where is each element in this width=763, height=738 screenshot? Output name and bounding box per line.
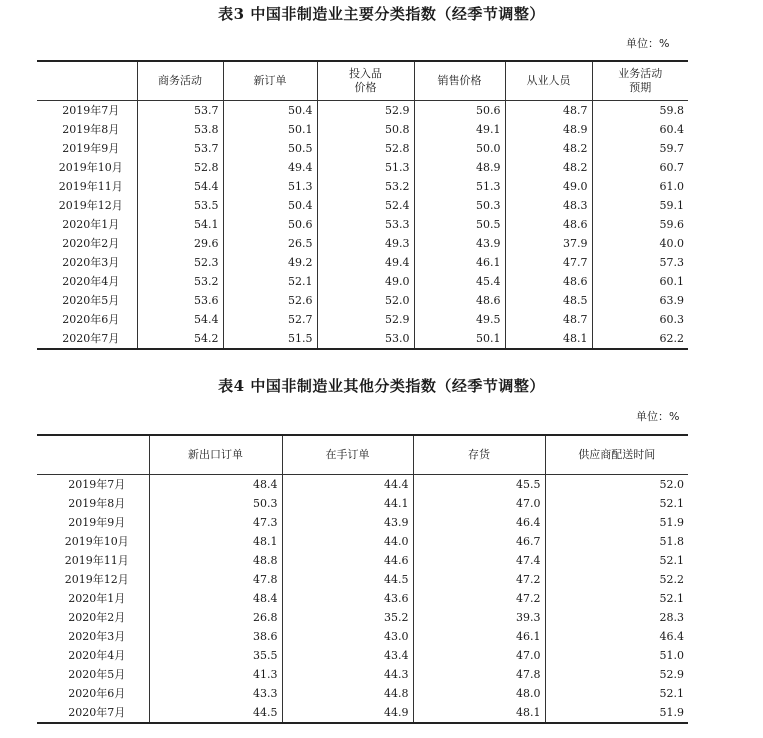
value-cell: 57.3: [592, 253, 688, 272]
table4-header: 在手订单: [282, 435, 413, 475]
period-cell: 2020年2月: [62, 237, 120, 250]
table-row: [37, 101, 688, 121]
table-row: [37, 665, 688, 684]
period-cell: 2020年2月: [68, 611, 126, 624]
value-cell: 49.0: [317, 272, 414, 291]
value-cell: 39.3: [413, 608, 545, 627]
table3-title: 表3 中国非制造业主要分类指数（经季节调整）: [218, 5, 545, 23]
period-cell: 2019年8月: [62, 123, 120, 136]
value-cell: 48.1: [149, 532, 282, 551]
table-row: [37, 532, 688, 551]
value-cell: 54.4: [137, 177, 223, 196]
table-row: [37, 608, 688, 627]
table3-header: 商务活动: [137, 61, 223, 101]
period-cell: 2019年11月: [58, 180, 123, 193]
value-cell: 60.3: [592, 310, 688, 329]
value-cell: 47.3: [149, 513, 282, 532]
value-cell: 51.9: [545, 703, 688, 723]
table3-header: [37, 61, 137, 101]
table-row: [37, 684, 688, 703]
table-row: [37, 310, 688, 329]
period-cell: 2019年9月: [68, 516, 126, 529]
period-cell: 2020年3月: [68, 630, 126, 643]
table3-header: 投入品 价格: [317, 61, 414, 101]
value-cell: 51.3: [414, 177, 505, 196]
table-row: [37, 158, 688, 177]
period-cell: 2020年4月: [68, 649, 126, 662]
value-cell: 26.8: [149, 608, 282, 627]
value-cell: 52.1: [545, 589, 688, 608]
value-cell: 44.5: [282, 570, 413, 589]
value-cell: 43.3: [149, 684, 282, 703]
table-row: [37, 253, 688, 272]
table3-header-row: [37, 61, 688, 101]
table3-header: 销售价格: [414, 61, 505, 101]
value-cell: 53.2: [137, 272, 223, 291]
value-cell: 59.6: [592, 215, 688, 234]
period-cell: 2019年11月: [64, 554, 129, 567]
value-cell: 52.1: [223, 272, 317, 291]
table-row: [37, 272, 688, 291]
value-cell: 43.0: [282, 627, 413, 646]
value-cell: 50.5: [414, 215, 505, 234]
value-cell: 46.7: [413, 532, 545, 551]
value-cell: 41.3: [149, 665, 282, 684]
period-cell: 2019年7月: [68, 478, 126, 491]
value-cell: 54.1: [137, 215, 223, 234]
period-cell: 2019年8月: [68, 497, 126, 510]
value-cell: 50.6: [414, 101, 505, 121]
value-cell: 50.8: [317, 120, 414, 139]
value-cell: 49.2: [223, 253, 317, 272]
value-cell: 38.6: [149, 627, 282, 646]
period-cell: 2020年5月: [62, 294, 120, 307]
value-cell: 37.9: [505, 234, 592, 253]
table3-header: 业务活动 预期: [592, 61, 688, 101]
table-row: [37, 329, 688, 349]
value-cell: 53.5: [137, 196, 223, 215]
value-cell: 26.5: [223, 234, 317, 253]
value-cell: 44.6: [282, 551, 413, 570]
period-cell: 2019年7月: [62, 104, 120, 117]
period-cell: 2020年6月: [62, 313, 120, 326]
table3-unit: 单位：%: [626, 37, 670, 50]
value-cell: 52.6: [223, 291, 317, 310]
value-cell: 48.3: [505, 196, 592, 215]
value-cell: 46.1: [414, 253, 505, 272]
table4-header: 供应商配送时间: [545, 435, 688, 475]
value-cell: 44.1: [282, 494, 413, 513]
value-cell: 47.0: [413, 494, 545, 513]
value-cell: 29.6: [137, 234, 223, 253]
value-cell: 49.1: [414, 120, 505, 139]
table-row: [37, 494, 688, 513]
value-cell: 52.4: [317, 196, 414, 215]
table-row: [37, 215, 688, 234]
value-cell: 40.0: [592, 234, 688, 253]
table3-header: 新订单: [223, 61, 317, 101]
value-cell: 44.5: [149, 703, 282, 723]
table-row: [37, 177, 688, 196]
value-cell: 49.4: [223, 158, 317, 177]
value-cell: 50.1: [414, 329, 505, 349]
value-cell: 35.2: [282, 608, 413, 627]
value-cell: 53.6: [137, 291, 223, 310]
value-cell: 52.1: [545, 551, 688, 570]
table-row: [37, 120, 688, 139]
value-cell: 48.6: [505, 272, 592, 291]
table4-header: [37, 435, 149, 475]
value-cell: 48.7: [505, 101, 592, 121]
value-cell: 54.4: [137, 310, 223, 329]
table3: [37, 60, 688, 350]
value-cell: 60.1: [592, 272, 688, 291]
value-cell: 52.3: [137, 253, 223, 272]
table-row: [37, 475, 688, 495]
table4-header: 新出口订单: [149, 435, 282, 475]
value-cell: 48.1: [413, 703, 545, 723]
period-cell: 2020年7月: [37, 329, 137, 349]
value-cell: 47.4: [413, 551, 545, 570]
value-cell: 48.8: [149, 551, 282, 570]
period-cell: 2020年4月: [62, 275, 120, 288]
value-cell: 53.7: [137, 101, 223, 121]
value-cell: 48.9: [505, 120, 592, 139]
value-cell: 43.6: [282, 589, 413, 608]
value-cell: 59.8: [592, 101, 688, 121]
value-cell: 48.0: [413, 684, 545, 703]
value-cell: 62.2: [592, 329, 688, 349]
table4: [37, 434, 688, 724]
value-cell: 53.2: [317, 177, 414, 196]
period-cell: 2019年12月: [64, 573, 129, 586]
value-cell: 59.1: [592, 196, 688, 215]
value-cell: 44.0: [282, 532, 413, 551]
period-cell: 2020年6月: [68, 687, 126, 700]
value-cell: 52.9: [317, 101, 414, 121]
period-cell: 2019年12月: [58, 199, 123, 212]
value-cell: 47.2: [413, 570, 545, 589]
value-cell: 47.0: [413, 646, 545, 665]
value-cell: 47.7: [505, 253, 592, 272]
value-cell: 46.1: [413, 627, 545, 646]
value-cell: 51.3: [317, 158, 414, 177]
value-cell: 48.5: [505, 291, 592, 310]
value-cell: 52.9: [317, 310, 414, 329]
value-cell: 52.8: [317, 139, 414, 158]
value-cell: 53.3: [317, 215, 414, 234]
value-cell: 52.8: [137, 158, 223, 177]
value-cell: 52.1: [545, 494, 688, 513]
value-cell: 48.2: [505, 139, 592, 158]
value-cell: 48.2: [505, 158, 592, 177]
value-cell: 28.3: [545, 608, 688, 627]
value-cell: 43.9: [282, 513, 413, 532]
value-cell: 49.3: [317, 234, 414, 253]
value-cell: 50.4: [223, 196, 317, 215]
value-cell: 47.2: [413, 589, 545, 608]
value-cell: 51.9: [545, 513, 688, 532]
value-cell: 54.2: [137, 329, 223, 349]
value-cell: 51.0: [545, 646, 688, 665]
value-cell: 51.8: [545, 532, 688, 551]
table-row: [37, 139, 688, 158]
period-cell: 2020年1月: [68, 592, 126, 605]
table4-unit: 单位：%: [636, 410, 680, 423]
value-cell: 50.3: [149, 494, 282, 513]
value-cell: 47.8: [149, 570, 282, 589]
table4-header: 存货: [413, 435, 545, 475]
value-cell: 50.5: [223, 139, 317, 158]
table-row: [37, 234, 688, 253]
value-cell: 52.7: [223, 310, 317, 329]
value-cell: 51.5: [223, 329, 317, 349]
value-cell: 50.4: [223, 101, 317, 121]
value-cell: 46.4: [545, 627, 688, 646]
period-cell: 2020年1月: [62, 218, 120, 231]
period-cell: 2020年5月: [68, 668, 126, 681]
value-cell: 44.9: [282, 703, 413, 723]
value-cell: 48.9: [414, 158, 505, 177]
value-cell: 53.7: [137, 139, 223, 158]
value-cell: 63.9: [592, 291, 688, 310]
value-cell: 52.9: [545, 665, 688, 684]
value-cell: 44.8: [282, 684, 413, 703]
value-cell: 50.6: [223, 215, 317, 234]
value-cell: 51.3: [223, 177, 317, 196]
table-row: [37, 551, 688, 570]
value-cell: 61.0: [592, 177, 688, 196]
value-cell: 50.0: [414, 139, 505, 158]
table3-header: 从业人员: [505, 61, 592, 101]
value-cell: 59.7: [592, 139, 688, 158]
table-row: [37, 570, 688, 589]
value-cell: 60.7: [592, 158, 688, 177]
value-cell: 48.6: [414, 291, 505, 310]
table-row: [37, 627, 688, 646]
value-cell: 43.4: [282, 646, 413, 665]
value-cell: 48.1: [505, 329, 592, 349]
value-cell: 46.4: [413, 513, 545, 532]
period-cell: 2019年10月: [64, 535, 129, 548]
value-cell: 48.6: [505, 215, 592, 234]
value-cell: 60.4: [592, 120, 688, 139]
period-cell: 2020年7月: [37, 703, 149, 723]
value-cell: 53.0: [317, 329, 414, 349]
period-cell: 2019年9月: [62, 142, 120, 155]
table4-title: 表4 中国非制造业其他分类指数（经季节调整）: [218, 377, 545, 395]
table4-header-row: [37, 435, 688, 475]
table-row: [37, 703, 688, 723]
value-cell: 43.9: [414, 234, 505, 253]
value-cell: 50.1: [223, 120, 317, 139]
value-cell: 45.5: [413, 475, 545, 495]
value-cell: 50.3: [414, 196, 505, 215]
value-cell: 47.8: [413, 665, 545, 684]
table-row: [37, 646, 688, 665]
value-cell: 52.1: [545, 684, 688, 703]
value-cell: 48.4: [149, 475, 282, 495]
value-cell: 49.5: [414, 310, 505, 329]
table-row: [37, 291, 688, 310]
table-row: [37, 589, 688, 608]
value-cell: 35.5: [149, 646, 282, 665]
value-cell: 45.4: [414, 272, 505, 291]
table-row: [37, 196, 688, 215]
value-cell: 49.4: [317, 253, 414, 272]
value-cell: 44.4: [282, 475, 413, 495]
value-cell: 52.0: [317, 291, 414, 310]
period-cell: 2019年10月: [58, 161, 123, 174]
value-cell: 53.8: [137, 120, 223, 139]
table-row: [37, 513, 688, 532]
period-cell: 2020年3月: [62, 256, 120, 269]
value-cell: 52.0: [545, 475, 688, 495]
value-cell: 48.7: [505, 310, 592, 329]
value-cell: 48.4: [149, 589, 282, 608]
value-cell: 52.2: [545, 570, 688, 589]
value-cell: 49.0: [505, 177, 592, 196]
value-cell: 44.3: [282, 665, 413, 684]
